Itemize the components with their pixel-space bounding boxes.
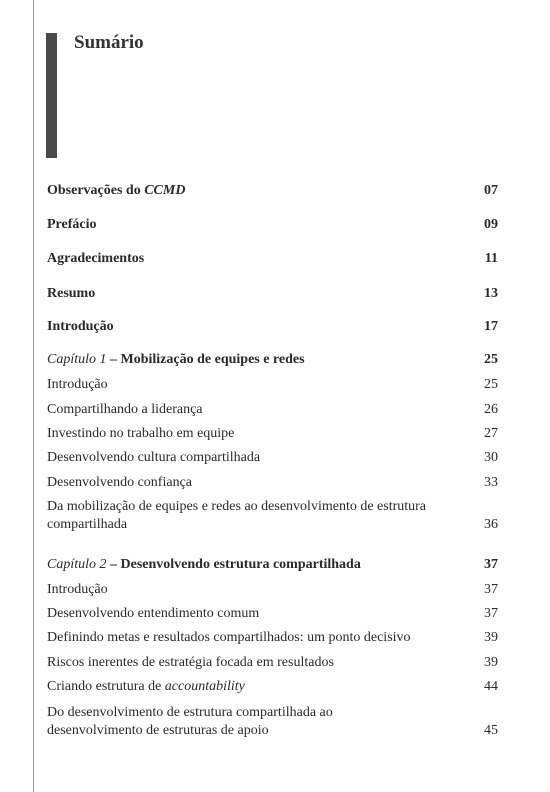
toc-entry-page: 37: [484, 557, 498, 572]
toc-entry-page: 36: [484, 517, 498, 532]
toc-entry-page: 27: [484, 426, 498, 441]
toc-entry-page: 30: [484, 450, 498, 465]
toc-entry-page: 09: [484, 217, 498, 232]
toc-entry-label: Agradecimentos: [47, 251, 145, 266]
toc-entry-page: 39: [484, 630, 498, 645]
toc-entry-page: 25: [484, 377, 498, 392]
toc-entry-label: Do desenvolvimento de estrutura compartilhada ao desenvolvimento de estruturas de apoio: [47, 705, 333, 738]
page-margin-rule: [33, 0, 34, 792]
toc-entry-label: Observações do CCMD: [47, 183, 186, 198]
toc-entry-label: Capítulo 2 – Desenvolvendo estrutura compartilhada: [47, 557, 361, 572]
toc-entry-label: Definindo metas e resultados compartilhados: um ponto decisivo: [47, 630, 411, 645]
toc-entry-page: 13: [484, 286, 498, 301]
toc-entry-page: 45: [484, 723, 498, 738]
toc-entry-page: 26: [484, 402, 498, 417]
heading-accent-bar: [46, 33, 57, 158]
toc-entry-page: 33: [484, 475, 498, 490]
toc-entry-label: Riscos inerentes de estratégia focada em resultados: [47, 655, 334, 670]
toc-entry-label: Desenvolvendo cultura compartilhada: [47, 450, 261, 465]
toc-entry-page: 25: [484, 352, 498, 367]
toc-entry-label: Da mobilização de equipes e redes ao desenvolvimento de estrutura compartilhada: [47, 499, 427, 532]
toc-entry-page: 07: [484, 183, 498, 198]
toc-entry-page: 11: [484, 251, 498, 266]
toc-entry-label: Introdução: [47, 377, 108, 392]
toc-entry-label: Desenvolvendo confiança: [47, 475, 192, 490]
toc-entry-label: Investindo no trabalho em equipe: [47, 426, 235, 441]
toc-entry-page: 17: [484, 319, 498, 334]
toc-entry-page: 44: [484, 679, 498, 694]
toc-entry-label: Criando estrutura de accountability: [47, 679, 245, 694]
toc-entry-label: Capítulo 1 – Mobilização de equipes e redes: [47, 352, 305, 367]
toc-entry-label: Prefácio: [47, 217, 97, 232]
toc-entry-page: 37: [484, 606, 498, 621]
toc-entry-label: Introdução: [47, 582, 108, 597]
toc-entry-label: Desenvolvendo entendimento comum: [47, 606, 260, 621]
page-title: Sumário: [74, 32, 144, 53]
toc-entry-label: Compartilhando a liderança: [47, 402, 203, 417]
toc-entry-page: 39: [484, 655, 498, 670]
toc-entry-label: Resumo: [47, 286, 96, 301]
toc-entry-page: 37: [484, 582, 498, 597]
toc-entry-label: Introdução: [47, 319, 114, 334]
